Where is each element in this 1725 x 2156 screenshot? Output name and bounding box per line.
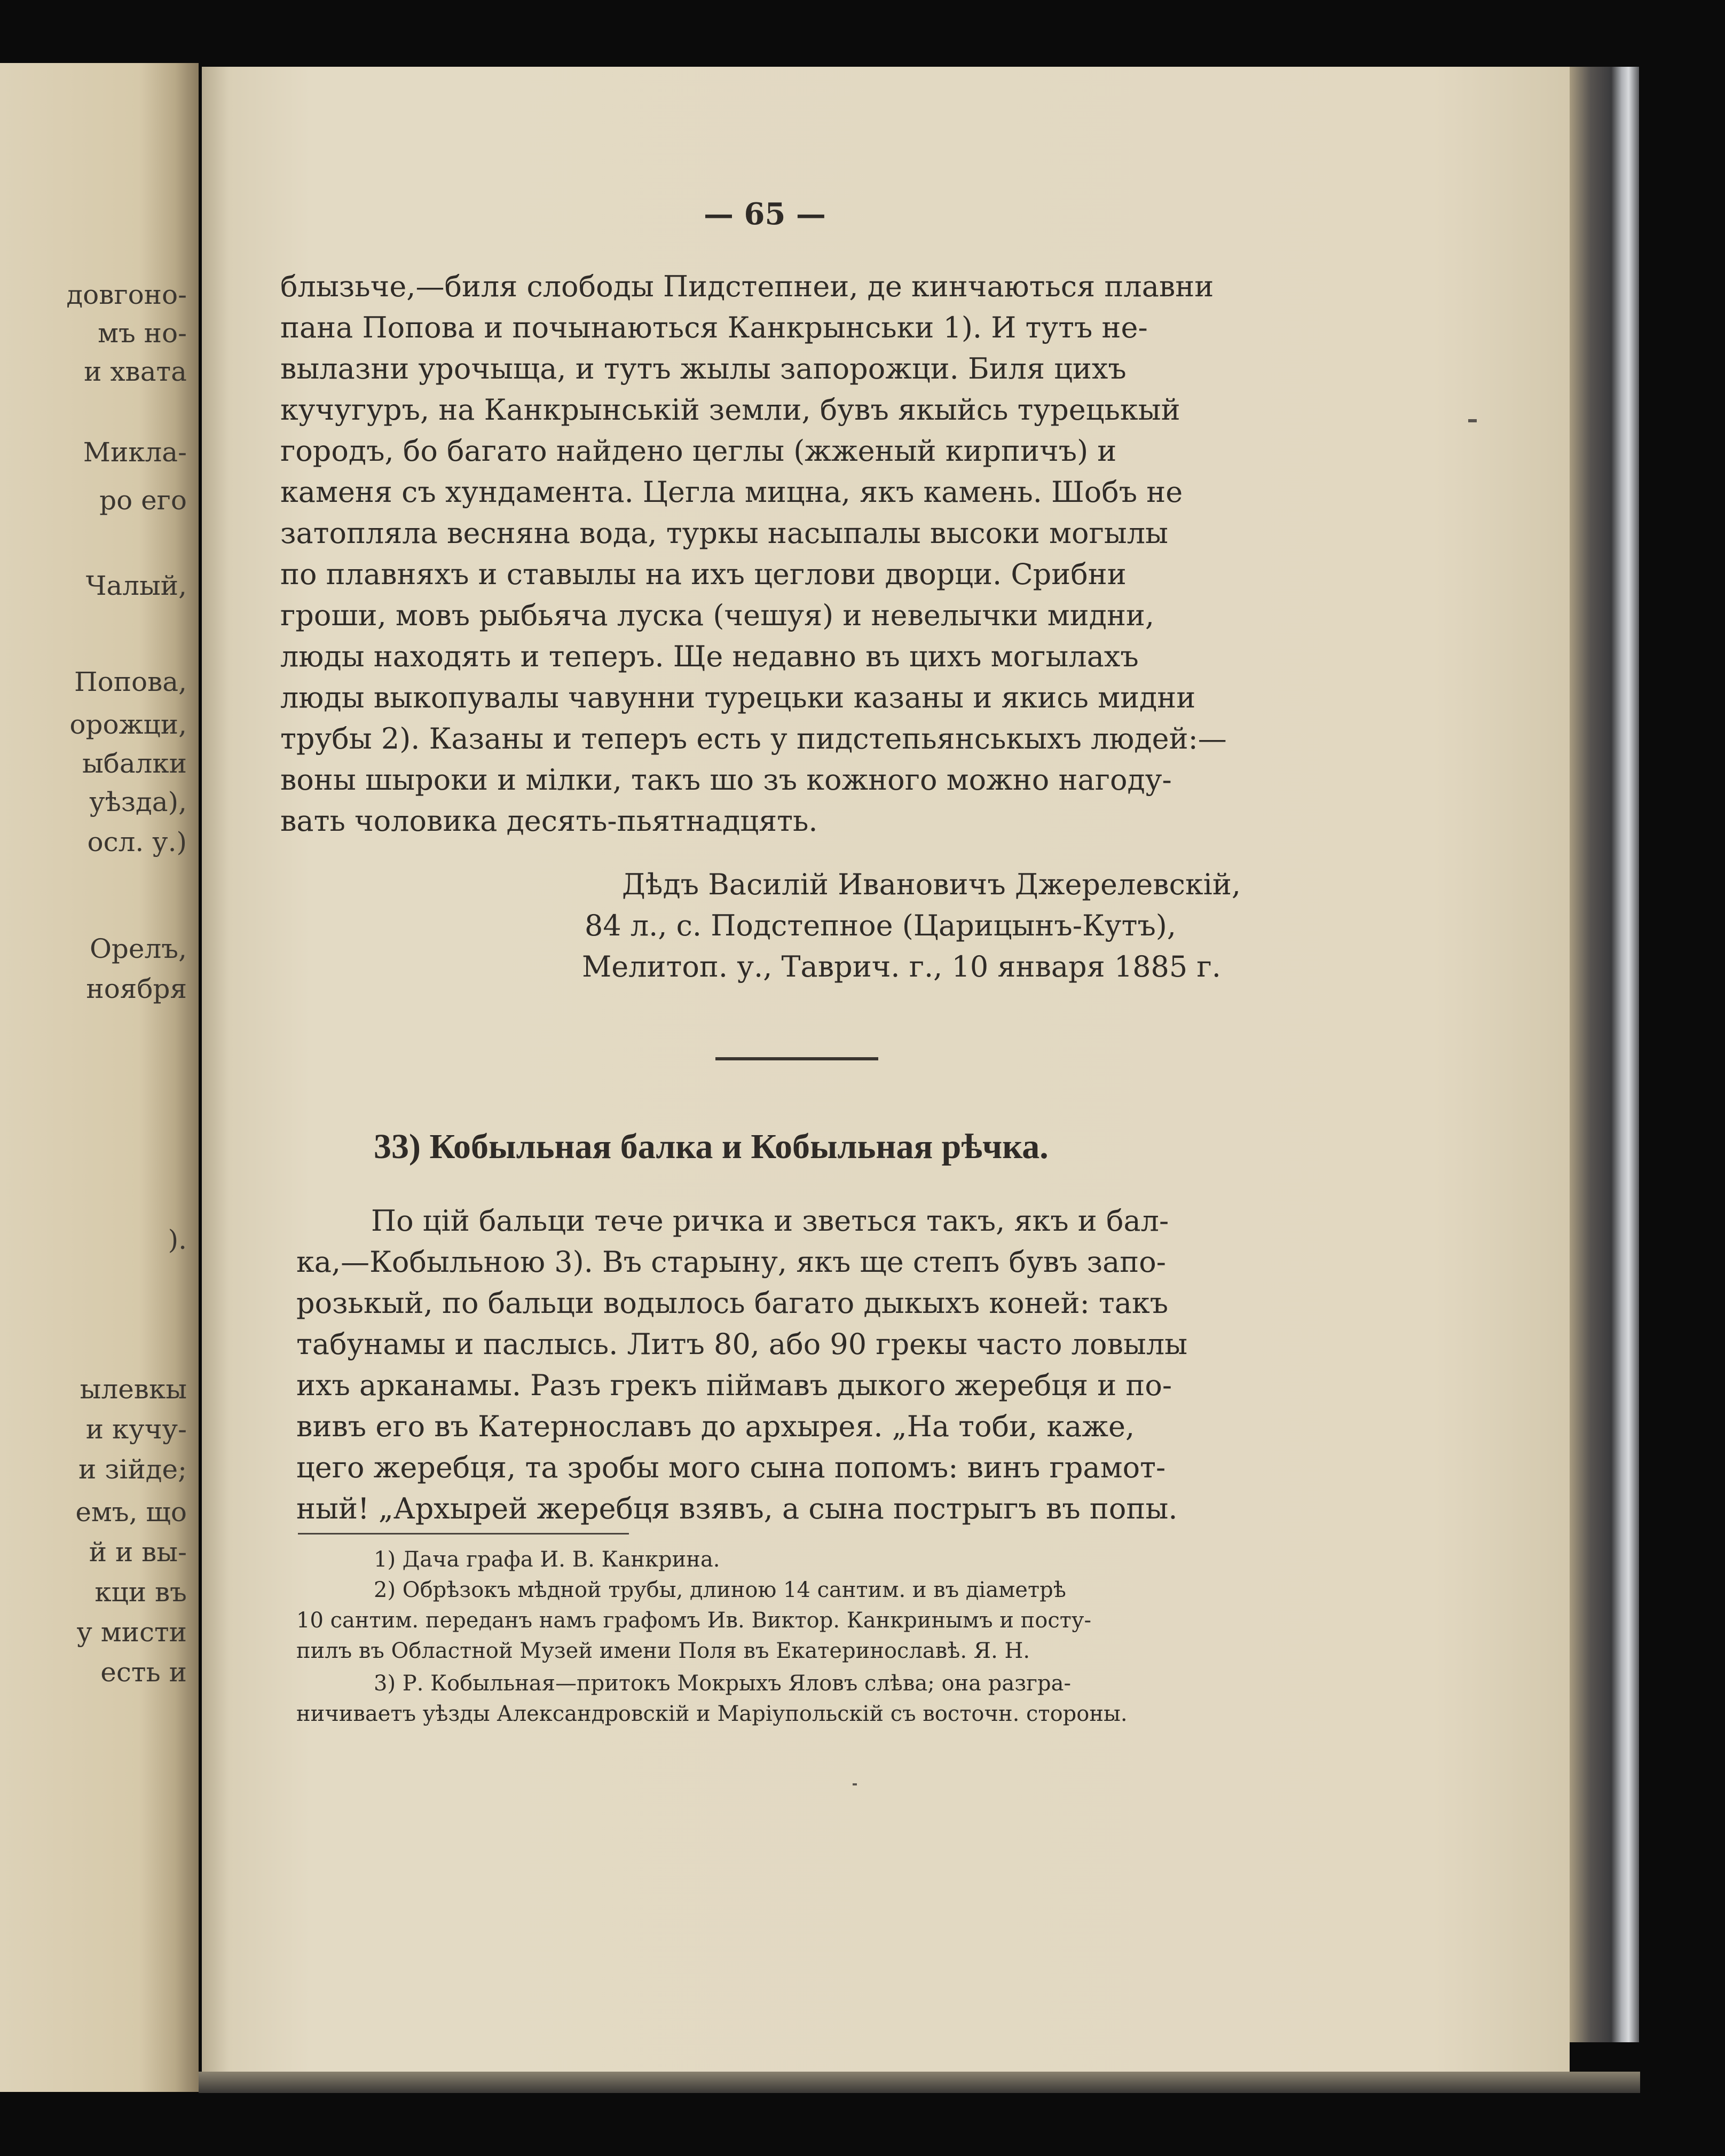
ink-speck — [1468, 419, 1477, 422]
text-line: затопляла весняна вода, туркы насыпалы высоки могылы — [280, 516, 1169, 550]
text-line: ный! „Архырей жеребця взявъ, а сына пострыгъ въ попы. — [296, 1492, 1178, 1525]
text-line: По цій бальци тече ричка и зветься такъ, якъ и бал- — [371, 1204, 1169, 1238]
footnote-line: 3) Р. Кобыльная—притокъ Мокрыхъ Яловъ слѣва; она разгра- — [374, 1671, 1071, 1696]
text-line: воны шыроки и мілки, такъ шо зъ кожного можно нагоду- — [280, 763, 1172, 797]
left-page-line: Чалый, — [85, 570, 187, 601]
section-separator — [715, 1057, 878, 1060]
left-page-line: уѣзда), — [89, 786, 187, 817]
section-heading: 33) Кобыльная балка и Кобыльная рѣчка. — [374, 1127, 1049, 1166]
text-line: блызьче,—биля слободы Пидстепнеи, де кинчаються плавни — [280, 270, 1214, 303]
footnote-line: ничиваетъ уѣзды Александровскій и Маріупольскій съ восточн. стороны. — [296, 1702, 1128, 1726]
left-page-line: довгоно- — [66, 279, 187, 310]
text-line: городъ, бо багато найдено цеглы (жженый кирпичъ) и — [280, 434, 1117, 468]
text-line: табунамы и паслысь. Литъ 80, або 90 грекы часто ловылы — [296, 1327, 1188, 1361]
left-page-line: Орелъ, — [89, 933, 187, 964]
text-line: трубы 2). Казаны и теперъ есть у пидстепьянськыхъ людей:— — [280, 722, 1227, 756]
signature-line: 84 л., с. Подстепное (Царицынъ-Кутъ), — [585, 909, 1177, 942]
text-line: люды находять и теперъ. Ще недавно въ цихъ могылахъ — [280, 640, 1139, 673]
ink-speck — [853, 1783, 857, 1785]
left-page-line: емъ, що — [75, 1497, 187, 1528]
left-page-line: й и вы- — [89, 1537, 187, 1568]
left-page-line: ро его — [99, 485, 187, 516]
left-page — [0, 63, 199, 2092]
footnote-line: 10 сантим. переданъ намъ графомъ Ив. Виктор. Канкринымъ и посту- — [296, 1608, 1091, 1633]
left-page-line: Попова, — [74, 666, 187, 697]
book-cover-edge — [1570, 67, 1639, 2042]
signature-line: Мелитоп. у., Таврич. г., 10 января 1885 г. — [582, 950, 1221, 983]
text-line: цего жеребця, та зробы мого сына попомъ: винъ грамот- — [296, 1451, 1166, 1484]
left-page-line: у мисти — [76, 1617, 187, 1648]
text-line: люды выкопувалы чавунни турецьки казаны и якись мидни — [280, 681, 1196, 714]
book-bottom-edge — [199, 2072, 1640, 2093]
text-line: розькый, по бальци водылось багато дыкыхъ коней: такъ — [296, 1286, 1169, 1320]
text-line: кучугуръ, на Канкрынській земли, бувъ якыйсь турецькый — [280, 393, 1180, 427]
left-page-line: есть и — [100, 1657, 187, 1688]
text-line: вылазни урочыща, и тутъ жылы запорожци. Биля цихъ — [280, 352, 1127, 385]
left-page-line: ). — [168, 1224, 187, 1255]
left-page-line: ыбалки — [82, 748, 187, 779]
left-page-line: ылевкы — [80, 1374, 187, 1405]
left-page-line: мъ но- — [98, 318, 187, 349]
left-page-line: и зійде; — [78, 1454, 187, 1485]
footnote-rule — [298, 1533, 629, 1535]
text-line: пана Попова и почынаються Канкрынськи 1). И тутъ не- — [280, 311, 1148, 344]
text-line: вивъ его въ Катернославъ до архырея. „На тоби, каже, — [296, 1410, 1135, 1443]
footnote-line: 1) Дача графа И. В. Канкрина. — [374, 1547, 720, 1572]
left-page-line: ноября — [86, 973, 187, 1004]
text-line: каменя съ хундамента. Цегла мицна, якъ камень. Шобъ не — [280, 475, 1183, 509]
text-line: ка,—Кобыльною 3). Въ старыну, якъ ще степъ бувъ запо- — [296, 1245, 1167, 1279]
text-line: по плавняхъ и ставылы на ихъ цеглови дворци. Срибни — [280, 557, 1127, 591]
footnote-line: 2) Обрѣзокъ мѣдной трубы, длиною 14 сантим. и въ діаметрѣ — [374, 1578, 1066, 1602]
page-number: — 65 — — [704, 196, 826, 232]
footnote-line: пилъ въ Областной Музей имени Поля въ Екатеринославѣ. Я. Н. — [296, 1639, 1030, 1663]
text-line: гроши, мовъ рыбьяча луска (чешуя) и невелычки мидни, — [280, 599, 1155, 632]
left-page-line: кци въ — [94, 1577, 187, 1608]
left-page-line: осл. у.) — [87, 827, 187, 857]
left-page-line: и хвата — [84, 356, 187, 387]
left-page-line: и кучу- — [85, 1414, 187, 1445]
text-line: ихъ арканамы. Разъ грекъ піймавъ дыкого жеребця и по- — [296, 1368, 1172, 1402]
text-line: вать чоловика десять-пьятнадцять. — [280, 804, 818, 838]
left-page-line: орожци, — [69, 709, 187, 740]
signature-line: Дѣдъ Василій Ивановичъ Джерелевскій, — [622, 868, 1241, 901]
left-page-line: Микла- — [83, 437, 187, 468]
